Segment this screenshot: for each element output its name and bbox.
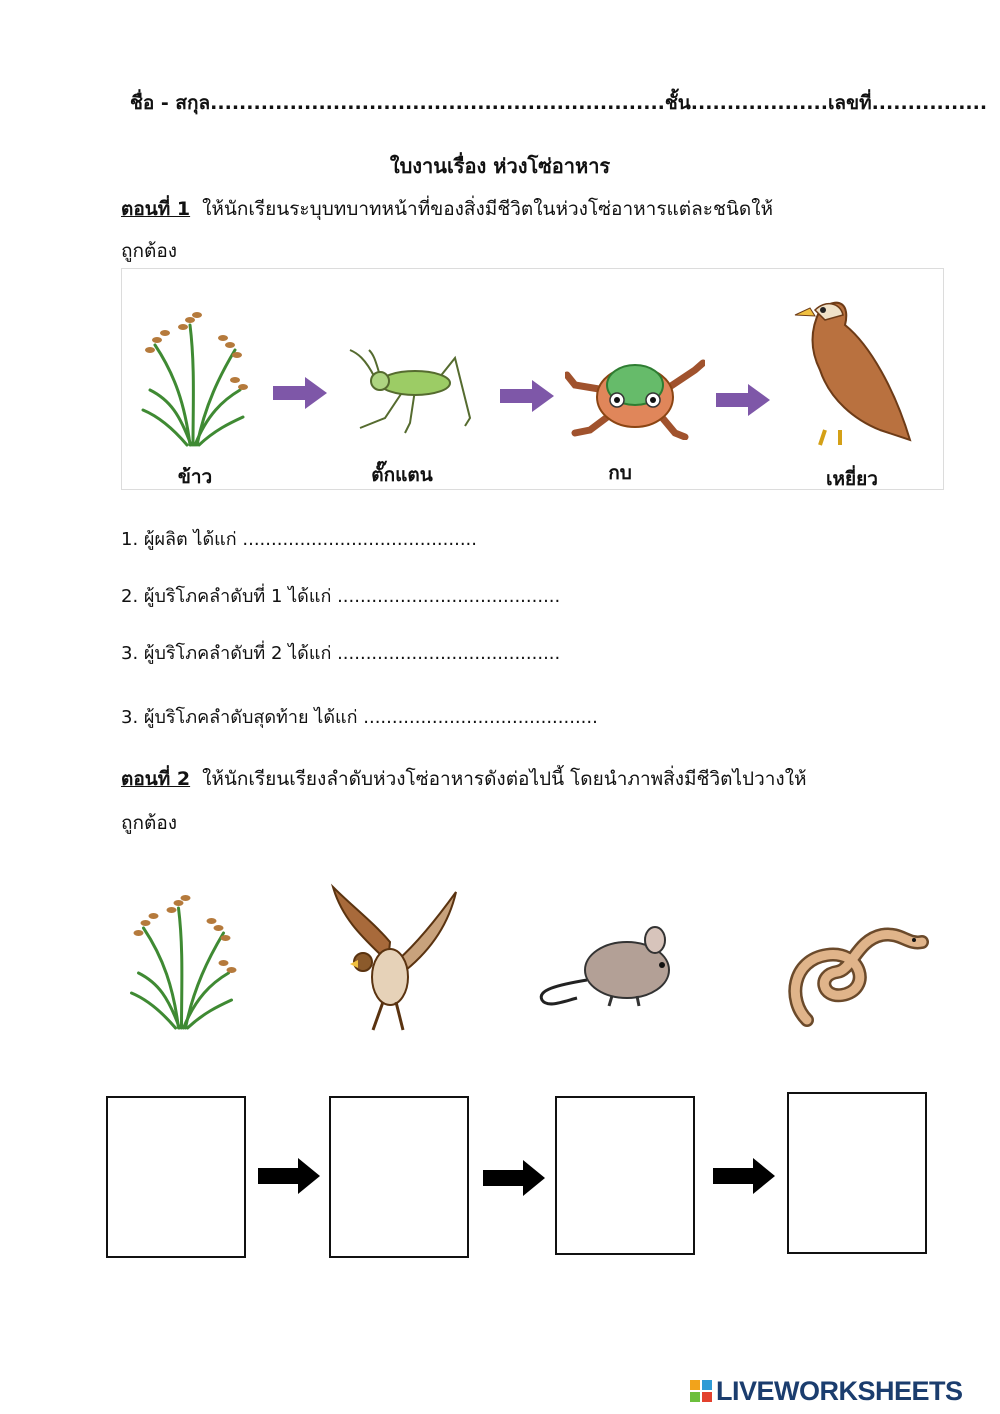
rice-plant-icon <box>135 305 250 450</box>
liveworksheets-logo <box>690 1376 963 1407</box>
answer-box-4[interactable] <box>787 1092 927 1254</box>
number-field[interactable]: ................ <box>871 92 988 114</box>
arrow-right-icon <box>258 1158 320 1194</box>
chain-label-grasshopper: ตั๊กแตน <box>371 464 433 486</box>
arrow-right-icon <box>500 380 554 412</box>
part1-instruction-text: ให้นักเรียนระบุบทบาทหน้าที่ของสิ่งมีชีวิตในห่วงโซ่อาหารแต่ละชนิดให้ <box>202 198 773 220</box>
class-field[interactable]: ................... <box>690 92 828 114</box>
part2-instruction-cont: ถูกต้อง <box>121 812 178 834</box>
frog-icon <box>565 345 705 440</box>
name-label: ชื่อ - สกุล <box>130 92 211 114</box>
question-producer[interactable]: 1. ผู้ผลิต ได้แก่ ......................................... <box>121 529 477 550</box>
part2-instruction-text: ให้นักเรียนเรียงลำดับห่วงโซ่อาหารดังต่อไปนี้ โดยนำภาพสิ่งมีชีวิตไปวางให้ <box>202 768 807 790</box>
part1-instruction <box>121 194 773 224</box>
question-consumer-1[interactable]: 2. ผู้บริโภคลำดับที่ 1 ได้แก่ ....................................... <box>121 586 561 607</box>
arrow-right-icon <box>273 377 327 409</box>
grasshopper-icon <box>345 348 475 438</box>
hawk-icon <box>785 290 915 455</box>
arrow-right-icon <box>716 384 770 416</box>
question-top-consumer[interactable]: 3. ผู้บริโภคลำดับสุดท้าย ได้แก่ ......................................... <box>121 707 598 728</box>
part1-label: ตอนที่ 1 <box>121 198 191 220</box>
arrow-right-icon <box>483 1160 545 1196</box>
liveworksheets-logo-icon <box>690 1380 712 1402</box>
flying-hawk-icon[interactable] <box>328 882 460 1032</box>
answer-box-3[interactable] <box>555 1096 695 1255</box>
logo-text: LIVEWORKSHEETS <box>716 1376 963 1406</box>
part1-instruction-cont: ถูกต้อง <box>121 240 178 262</box>
chain-label-frog: กบ <box>608 462 632 484</box>
name-field[interactable]: ............................................................... <box>210 92 665 114</box>
worksheet-title: ใบงานเรื่อง ห่วงโซ่อาหาร <box>389 154 611 178</box>
number-label: เลขที่ <box>827 92 872 114</box>
arrow-right-icon <box>713 1158 775 1194</box>
class-label: ชั้น <box>664 92 691 114</box>
snake-icon[interactable] <box>782 920 930 1028</box>
part2-instruction <box>121 764 807 794</box>
answer-box-1[interactable] <box>106 1096 246 1258</box>
part2-label: ตอนที่ 2 <box>121 768 191 790</box>
student-info-line <box>130 88 988 118</box>
chain-label-hawk: เหยี่ยว <box>826 468 878 490</box>
answer-box-2[interactable] <box>329 1096 469 1258</box>
question-consumer-2[interactable]: 3. ผู้บริโภคลำดับที่ 2 ได้แก่ ....................................... <box>121 643 561 664</box>
chain-label-rice: ข้าว <box>177 466 213 488</box>
mouse-icon[interactable] <box>537 920 692 1010</box>
rice-plant-icon[interactable] <box>122 888 240 1033</box>
